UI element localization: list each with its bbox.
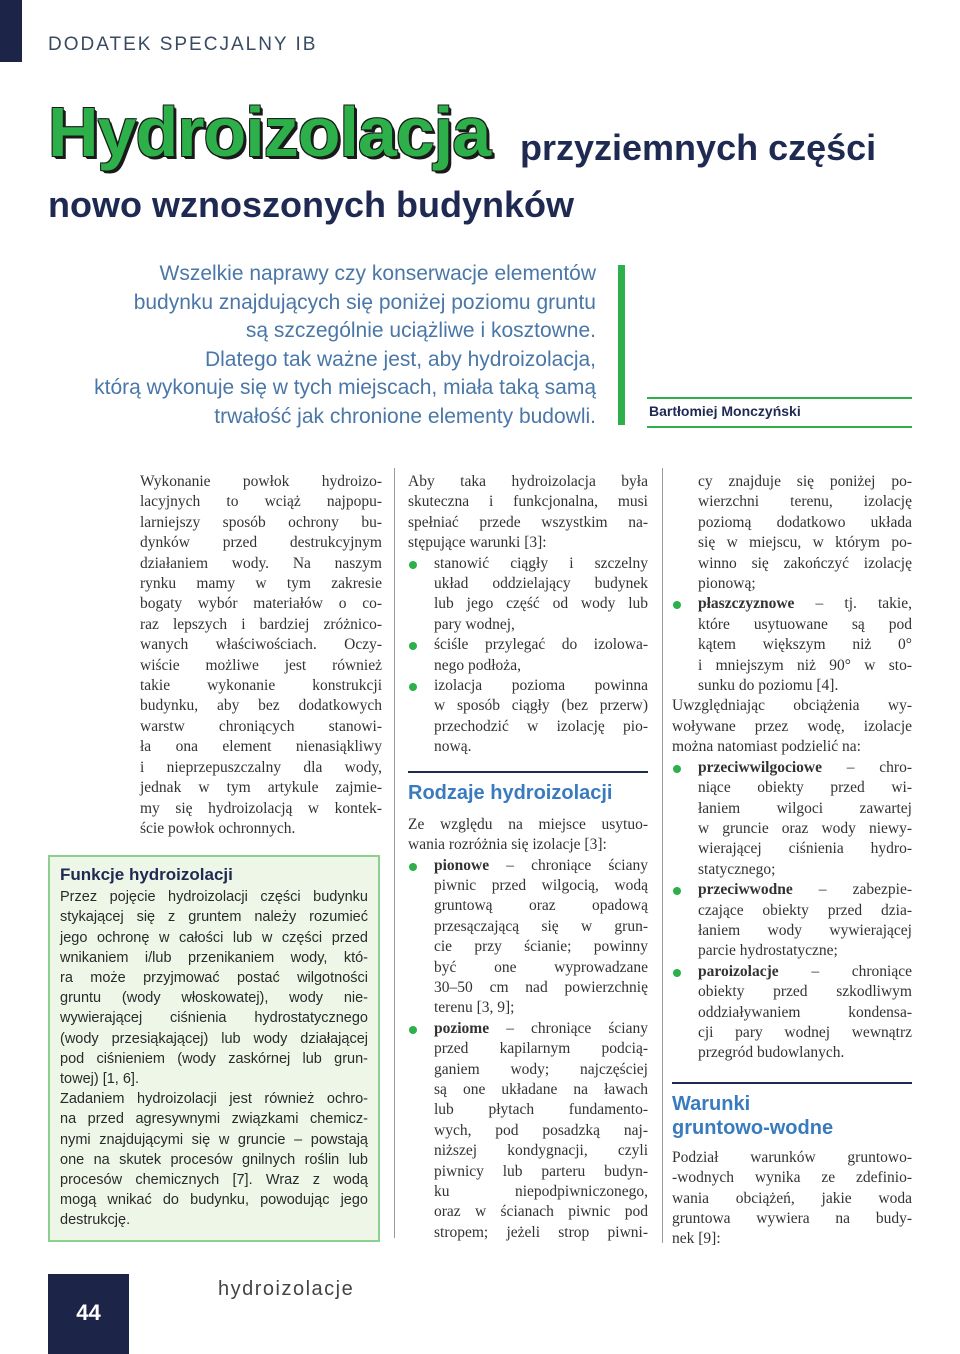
box-line: mogą wnikać do budynku, powodując jego: [60, 1192, 368, 1209]
section-heading: Warunki: [672, 1092, 751, 1115]
text-line: terenu [3, 9];: [434, 999, 515, 1017]
text-line: – chroniące: [778, 962, 912, 980]
author-rule-top: [647, 397, 912, 399]
bullet-item: [408, 554, 648, 636]
box-line: wnikaniem i/lub przenikaniem wody, któ-: [60, 949, 368, 966]
text-line: sunku do poziomu [4].: [698, 677, 839, 695]
text-line: bogaty wybór materiałów o co-: [140, 595, 382, 613]
text-line: i mniejszym niż 90° w sto-: [698, 656, 912, 674]
text-line: ście powłok ochronnych.: [140, 819, 296, 837]
text-line: -wodnych wynika ze zdefinio-: [672, 1169, 912, 1187]
section-heading: Rodzaje hydroizolacji: [408, 781, 613, 804]
text-line: przechodzić w izolację pio-: [434, 717, 648, 735]
column-1: [140, 472, 382, 839]
text-line: Uwzględniając obciążenia wy-: [672, 697, 912, 715]
bullet-item: [408, 635, 648, 676]
text-line: wierającej ciśnienia hydro-: [698, 840, 912, 858]
text-line: wania rozróżnia się izolacje [3]:: [408, 836, 607, 854]
text-line: warstw chroniących stanowi-: [140, 717, 382, 735]
section-rule: [672, 1082, 912, 1084]
box-line: towej) [1, 6].: [60, 1071, 139, 1088]
text-line: przed kapilarnym podcią-: [434, 1040, 648, 1058]
text-line: cie przy ścianie; powinny: [434, 938, 648, 956]
text-line: spełniać przede wszystkim na-: [408, 513, 648, 531]
text-line: wych, pod posadzką naj-: [434, 1121, 648, 1139]
section-label: DODATEK SPECJALNY IB: [48, 34, 318, 55]
box-line: procesów chemicznych [7]. Wraz z wodą: [60, 1172, 368, 1189]
box-line: stykającej się z gruntem należy rozumieć: [60, 909, 368, 926]
text-line: gruntową oraz opadową: [434, 897, 648, 915]
box-line: gruntu (wody włoskowatej), wody nie-: [60, 990, 368, 1007]
text-line: larniejszy sposób ochrony bu-: [140, 513, 382, 531]
text-line: – chro-: [821, 758, 912, 776]
term: przeciwwilgociowe: [698, 758, 822, 776]
lead-line: są szczególnie uciążliwe i kosztowne.: [245, 319, 596, 342]
text-line: układ oddzielający budynek: [434, 575, 648, 593]
author-rule-bottom: [647, 426, 912, 428]
text-line: jednak w tym artykule zajmie-: [140, 779, 382, 797]
box-line: na przed agresywnymi związkami chemicz-: [60, 1111, 368, 1128]
text-line: ganiem wody; najczęściej: [434, 1060, 648, 1078]
bullet-continuation: [672, 472, 912, 594]
text-line: czające obiekty przed dzia-: [698, 901, 912, 919]
text-line: są one układane na ławach: [434, 1080, 648, 1098]
term: płaszczyznowe: [698, 595, 795, 613]
text-line: my się hydroizolacją w kontek-: [140, 799, 382, 817]
text-line: cji pary wodnej wewnątrz: [698, 1023, 912, 1041]
text-line: lub płytach fundamento-: [434, 1101, 648, 1119]
title-rest: przyziemnych części: [520, 127, 877, 168]
text-line: które usytuowane są pod: [698, 615, 912, 633]
bullet-item: [672, 594, 912, 696]
term: poziome: [434, 1019, 490, 1037]
term: przeciwwodne: [698, 881, 793, 899]
text-line: wanych właściwościach. Oczy-: [140, 636, 382, 654]
text-line: wierzchni terenu, izolację: [698, 493, 912, 511]
text-line: woływane przez wodę, izolacje: [672, 717, 912, 735]
text-line: być one wyprowadzane: [434, 958, 648, 976]
text-line: parcie hydrostatyczne;: [698, 942, 838, 960]
text-line: budynku, aby bez dodatkowych: [140, 697, 382, 715]
title-line-2: nowo wznoszonych budynków: [48, 184, 574, 225]
text-line: gruntowa wywiera na budy-: [672, 1210, 912, 1227]
text-line: stropem; jeżeli strop piwni-: [434, 1223, 648, 1241]
term: paroizolacje: [698, 962, 779, 980]
bullet-item: [672, 758, 912, 880]
text-line: piwnic przed wilgocią, wodą: [434, 876, 648, 894]
text-line: niące obiekty przed wi-: [698, 779, 912, 797]
bullet-item: [672, 962, 912, 1064]
lead-paragraph: [36, 260, 596, 431]
column-3: [672, 472, 912, 1250]
text-line: Wykonanie powłok hydroizo-: [140, 473, 382, 490]
bullet-item: [408, 1019, 648, 1243]
box-line: nymi znajdującymi się w gruncie – powstają: [60, 1131, 368, 1148]
text-line: wania obciążeń, jakie woda: [672, 1189, 912, 1207]
text-line: wiście możliwe jest również: [140, 656, 382, 674]
text-line: izolacja pozioma powinna: [434, 677, 648, 695]
box-line: ra może przyjmować postać wilgotności: [60, 970, 368, 987]
lead-accent-bar: [618, 265, 625, 425]
text-line: lub jego część od wody lub: [434, 595, 648, 613]
term: pionowe: [434, 856, 490, 874]
text-line: Ze względu na miejsce usytuo-: [408, 815, 648, 833]
text-line: skuteczna i funkcjonalna, musi: [408, 493, 648, 511]
text-line: przegród budowlanych.: [698, 1044, 845, 1062]
text-line: ściśle przylegać do izolowa-: [434, 636, 648, 654]
text-line: lacyjnych to wciąż najpopu-: [140, 493, 382, 511]
text-line: Aby taka hydroizolacja była: [408, 473, 648, 490]
text-line: obiekty przed szkodliwym: [698, 983, 912, 1001]
author-name: Bartłomiej Monczyński: [649, 403, 801, 419]
text-line: działaniem wody. Na naszym: [140, 554, 382, 572]
text-line: stanowić ciągły i szczelny: [434, 554, 648, 572]
bullet-item: [408, 676, 648, 758]
text-line: stępujące warunki [3]:: [408, 534, 547, 552]
top-corner-bar: [0, 0, 22, 62]
text-line: pionową;: [698, 575, 756, 593]
text-line: niższej kondygnacji, czyli: [434, 1142, 648, 1160]
text-line: pary wodnej,: [434, 615, 515, 633]
text-line: przesączającą się w grun-: [434, 917, 648, 935]
text-line: ła ona element nienasiąkliwy: [140, 738, 382, 756]
text-line: w sposób ciągły (bez przerw): [434, 697, 648, 715]
box-line: jego ochronę w całości lub w części przed: [60, 929, 368, 946]
lead-line: budynku znajdujących się poniżej poziomu gruntu: [133, 290, 596, 314]
page-number: 44: [76, 1300, 101, 1325]
text-line: łaniem wilgoci zawartej: [698, 799, 912, 817]
text-line: ku niepodpiwniczonego,: [434, 1183, 648, 1200]
text-line: – chroniące ściany: [489, 856, 648, 874]
box-line: destrukcję.: [60, 1212, 131, 1229]
text-line: – tj. takie,: [794, 595, 912, 613]
text-line: oraz w ścianach piwnic pod: [434, 1203, 648, 1221]
box-line: (wody przesiąkającej) lub wody działającej: [60, 1030, 368, 1047]
text-line: Podział warunków gruntowo-: [672, 1148, 912, 1166]
text-line: cy znajduje się poniżej po-: [698, 473, 912, 490]
text-line: łaniem wody wywierającej: [698, 921, 912, 939]
section-heading: gruntowo-wodne: [672, 1116, 834, 1139]
text-line: oddziaływaniem kondensa-: [698, 1003, 912, 1021]
text-line: poziomą dodatkowo układa: [698, 513, 912, 531]
section-rule: [408, 771, 648, 773]
column-divider: [394, 468, 395, 1238]
text-line: się w miejscu, w którym po-: [698, 534, 912, 552]
column-divider: [662, 468, 663, 1243]
column-2: [408, 472, 648, 1243]
lead-line: którą wykonuje się w tych miejscach, miała taką samą: [94, 376, 596, 399]
text-line: można natomiast podzielić na:: [672, 738, 861, 756]
footer-section-name: hydroizolacje: [218, 1278, 355, 1300]
text-line: w gruncie oraz wody niewy-: [698, 819, 912, 837]
text-line: – zabezpie-: [792, 881, 912, 899]
text-line: nek [9]:: [672, 1230, 721, 1248]
title-highlight: Hydroizolacja: [48, 93, 491, 171]
box-line: Zadaniem hydroizolacji jest również ochro-: [60, 1091, 368, 1108]
text-line: – chroniące ściany: [489, 1019, 648, 1037]
bullet-item: [672, 880, 912, 962]
text-line: raz lepszych i bardziej zróżnico-: [140, 615, 382, 633]
text-line: piwnicy lub parteru budyn-: [434, 1162, 648, 1180]
text-line: 30–50 cm nad powierzchnię: [434, 978, 648, 996]
text-line: takie wykonanie konstrukcji: [140, 677, 382, 695]
functions-sidebar-box: [48, 855, 380, 1242]
lead-line: Dlatego tak ważne jest, aby hydroizolacja,: [204, 347, 596, 371]
text-line: dynków przed destrukcyjnym: [140, 534, 382, 552]
bullet-item: [408, 856, 648, 1019]
box-line: pod ciśnieniem (wody zaskórnej lub grun-: [60, 1050, 368, 1067]
box-line: wywierającej ciśnienia hydrostatycznego: [60, 1010, 368, 1027]
text-line: i nieprzepuszczalny dla wody,: [140, 758, 382, 776]
box-line: Przez pojęcie hydroizolacji części budynku: [60, 889, 368, 906]
box-title: Funkcje hydroizolacji: [60, 865, 233, 884]
text-line: statycznego;: [698, 860, 776, 878]
text-line: nego podłoża,: [434, 656, 521, 674]
lead-line: Wszelkie naprawy czy konserwacje elementów: [159, 262, 596, 285]
text-line: winno się zakończyć izolację: [698, 554, 912, 572]
text-line: nową.: [434, 738, 472, 756]
box-line: one na skutek procesów gnilnych roślin lub: [60, 1151, 368, 1168]
lead-line: trwałość jak chronione elementy budowli.: [214, 404, 596, 428]
text-line: rynku mamy w tym zakresie: [140, 575, 382, 593]
text-line: kątem większym niż 0°: [698, 636, 912, 654]
